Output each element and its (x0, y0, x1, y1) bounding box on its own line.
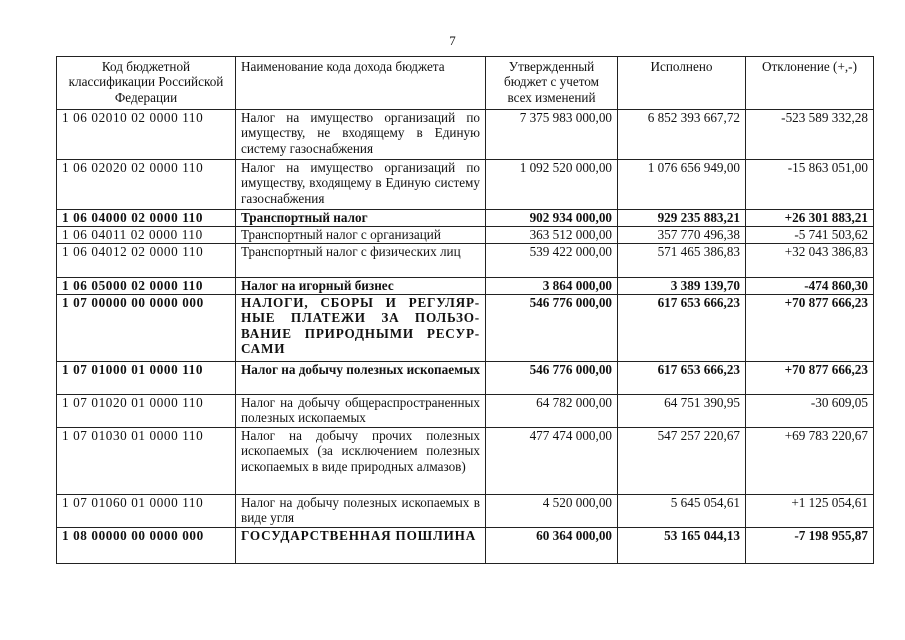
executed-cell: 64 751 390,95 (618, 395, 746, 428)
code-cell: 1 07 01060 01 0000 110 (57, 495, 236, 528)
deviation-cell: -523 589 332,28 (746, 110, 874, 160)
name-cell: Налог на имущество организаций по имуществу, входящему в Единую систему газоснабжения (236, 160, 486, 210)
deviation-cell: -5 741 503,62 (746, 227, 874, 244)
table-row (57, 210, 874, 227)
executed-cell: 617 653 666,23 (618, 295, 746, 362)
code-cell: 1 07 01020 01 0000 110 (57, 395, 236, 428)
table-row (57, 495, 874, 528)
deviation-cell: +1 125 054,61 (746, 495, 874, 528)
approved-cell: 60 364 000,00 (486, 528, 618, 564)
table-row (57, 227, 874, 244)
approved-cell: 539 422 000,00 (486, 244, 618, 278)
table-row (57, 395, 874, 428)
name-cell: Налог на игорный бизнес (236, 278, 486, 295)
deviation-cell: +26 301 883,21 (746, 210, 874, 227)
table-row (57, 278, 874, 295)
table-row (57, 295, 874, 362)
name-cell: Транспортный налог с организаций (236, 227, 486, 244)
name-cell: Транспортный налог (236, 210, 486, 227)
name-cell: Транспортный налог с физических лиц (236, 244, 486, 278)
executed-cell: 929 235 883,21 (618, 210, 746, 227)
budget-table (56, 56, 874, 564)
approved-cell: 477 474 000,00 (486, 428, 618, 495)
table-row (57, 362, 874, 395)
approved-cell: 64 782 000,00 (486, 395, 618, 428)
code-cell: 1 06 04000 02 0000 110 (57, 210, 236, 227)
table-header-row (57, 57, 874, 110)
table-row (57, 528, 874, 564)
executed-cell: 617 653 666,23 (618, 362, 746, 395)
header-code: Код бюджетной классификации Российской Федерации (57, 57, 236, 110)
code-cell: 1 07 01030 01 0000 110 (57, 428, 236, 495)
header-deviation: Отклонение (+,-) (746, 57, 874, 110)
executed-cell: 3 389 139,70 (618, 278, 746, 295)
deviation-cell: -7 198 955,87 (746, 528, 874, 564)
name-cell: Налог на добычу общераспространенных полезных ископаемых (236, 395, 486, 428)
table-row (57, 110, 874, 160)
name-cell: Налог на имущество организаций по имуществу, не входящему в Единую систему газоснабжения (236, 110, 486, 160)
name-cell: НАЛОГИ, СБОРЫ И РЕГУЛЯР-НЫЕ ПЛАТЕЖИ ЗА ПОЛЬЗО-ВАНИЕ ПРИРОДНЫМИ РЕСУР-САМИ (236, 295, 486, 362)
table-row (57, 244, 874, 278)
deviation-cell: -30 609,05 (746, 395, 874, 428)
name-cell: ГОСУДАРСТВЕННАЯ ПОШЛИНА (236, 528, 486, 564)
header-name: Наименование кода дохода бюджета (236, 57, 486, 110)
approved-cell: 3 864 000,00 (486, 278, 618, 295)
approved-cell: 546 776 000,00 (486, 295, 618, 362)
executed-cell: 357 770 496,38 (618, 227, 746, 244)
approved-cell: 363 512 000,00 (486, 227, 618, 244)
header-executed: Исполнено (618, 57, 746, 110)
code-cell: 1 06 02010 02 0000 110 (57, 110, 236, 160)
header-approved: Утвержденный бюджет с учетом всех изменений (486, 57, 618, 110)
executed-cell: 547 257 220,67 (618, 428, 746, 495)
code-cell: 1 06 04012 02 0000 110 (57, 244, 236, 278)
deviation-cell: +69 783 220,67 (746, 428, 874, 495)
name-cell: Налог на добычу прочих полезных ископаемых (за исключением полезных ископаемых в виде природных алмазов) (236, 428, 486, 495)
approved-cell: 4 520 000,00 (486, 495, 618, 528)
approved-cell: 1 092 520 000,00 (486, 160, 618, 210)
executed-cell: 53 165 044,13 (618, 528, 746, 564)
table-row (57, 428, 874, 495)
executed-cell: 6 852 393 667,72 (618, 110, 746, 160)
executed-cell: 5 645 054,61 (618, 495, 746, 528)
deviation-cell: +70 877 666,23 (746, 362, 874, 395)
deviation-cell: -474 860,30 (746, 278, 874, 295)
executed-cell: 571 465 386,83 (618, 244, 746, 278)
code-cell: 1 07 00000 00 0000 000 (57, 295, 236, 362)
code-cell: 1 06 02020 02 0000 110 (57, 160, 236, 210)
deviation-cell: -15 863 051,00 (746, 160, 874, 210)
approved-cell: 7 375 983 000,00 (486, 110, 618, 160)
page-number: 7 (449, 33, 456, 48)
deviation-cell: +70 877 666,23 (746, 295, 874, 362)
executed-cell: 1 076 656 949,00 (618, 160, 746, 210)
approved-cell: 902 934 000,00 (486, 210, 618, 227)
code-cell: 1 07 01000 01 0000 110 (57, 362, 236, 395)
name-cell: Налог на добычу полезных ископаемых в виде угля (236, 495, 486, 528)
approved-cell: 546 776 000,00 (486, 362, 618, 395)
deviation-cell: +32 043 386,83 (746, 244, 874, 278)
code-cell: 1 06 04011 02 0000 110 (57, 227, 236, 244)
name-cell: Налог на добычу полезных ископаемых (236, 362, 486, 395)
table-body (57, 110, 874, 564)
code-cell: 1 06 05000 02 0000 110 (57, 278, 236, 295)
code-cell: 1 08 00000 00 0000 000 (57, 528, 236, 564)
table-row (57, 160, 874, 210)
